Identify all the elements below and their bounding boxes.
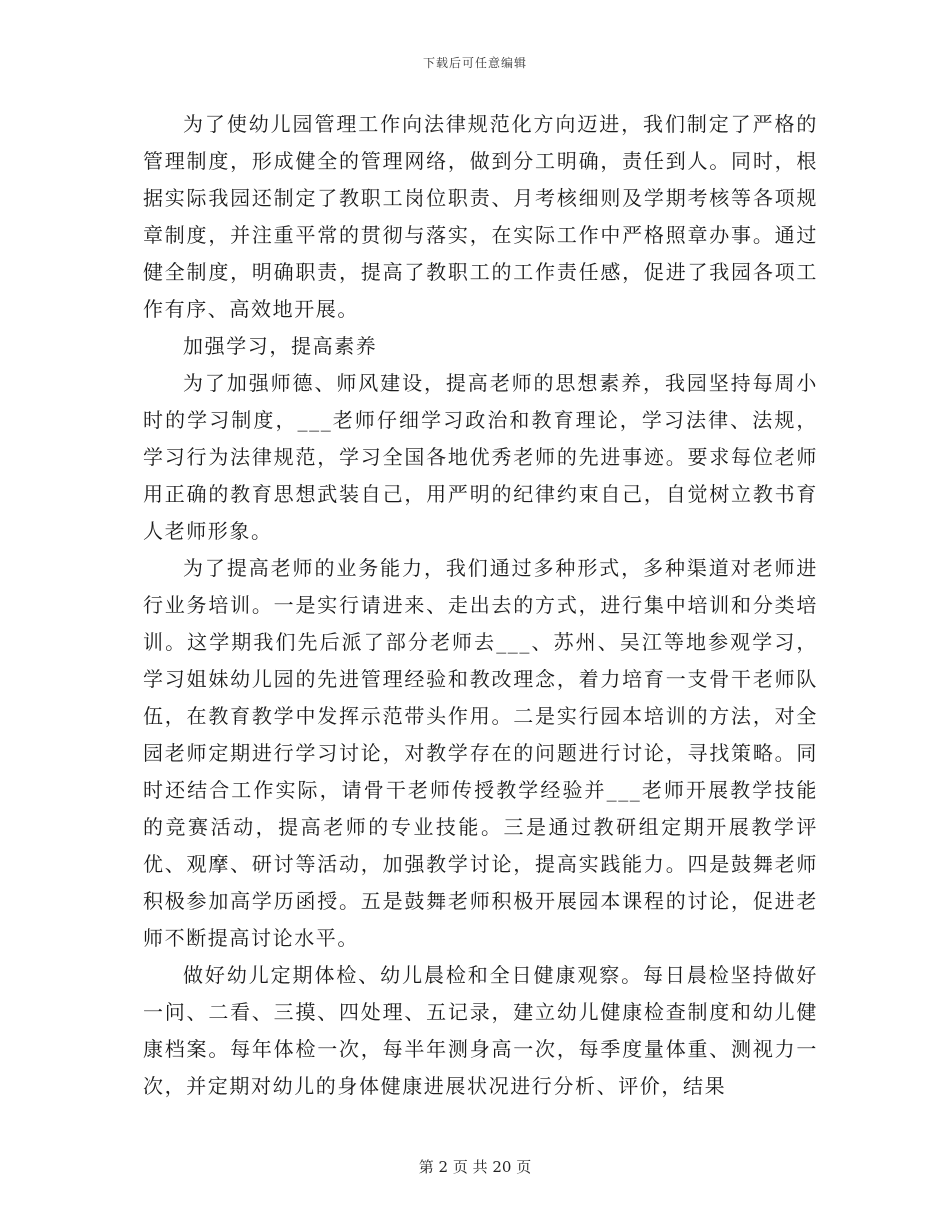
paragraph-management-system: 为了使幼儿园管理工作向法律规范化方向迈进，我们制定了严格的管理制度，形成健全的管理网络，做到分工明确，责任到人。同时，根据实际我园还制定了教职工岗位职责、月考核细则及学期考核等各项规章制度，并注重平常的贯彻与落实，在实际工作中严格照章办事。通过健全制度，明确职责，提高了教职工的工作责任感，促进了我园各项工作有序、高效地开展。 (143, 112, 818, 321)
page-header: 下载后可任意编辑 (422, 56, 527, 70)
document-body (143, 106, 818, 1105)
section-heading-study: 加强学习，提高素养 (183, 334, 378, 358)
paragraph-teacher-training: 为了提高老师的业务能力，我们通过多种形式，多种渠道对老师进行业务培训。一是实行请进来、走出去的方式，进行集中培训和分类培训。这学期我们先后派了部分老师去___、苏州、吴江等地参观学习，学习姐妹幼儿园的先进管理经验和教改理念，着力培育一支骨干老师队伍，在教育教学中发挥示范带头作用。二是实行园本培训的方法，对全园老师定期进行学习讨论，对教学存在的问题进行讨论，寻找策略。同时还结合工作实际，请骨干老师传授教学经验并___老师开展教学技能的竞赛活动，提高老师的专业技能。三是通过教研组定期开展教学评优、观摩、研讨等活动，加强教学讨论，提高实践能力。四是鼓舞老师积极参加高学历函授。五是鼓舞老师积极开展园本课程的讨论，促进老师不断提高讨论水平。 (143, 556, 818, 950)
page-number: 第 2 页 共 20 页 (418, 1158, 532, 1176)
paragraph-health-check: 做好幼儿定期体检、幼儿晨检和全日健康观察。每日晨检坚持做好一问、二看、三摸、四处理、五记录，建立幼儿健康检查制度和幼儿健康档案。每年体检一次，每半年测身高一次，每季度量体重、测视力一次，并定期对幼儿的身体健康进展状况进行分析、评价，结果 (143, 963, 818, 1098)
paragraph-teacher-ethics: 为了加强师德、师风建设，提高老师的思想素养，我园坚持每周小时的学习制度，___老师仔细学习政治和教育理论，学习法律、法规，学习行为法律规范，学习全国各地优秀老师的先进事迹。要求每位老师用正确的教育思想武装自己，用严明的纪律约束自己，自觉树立教书育人老师形象。 (143, 371, 818, 543)
